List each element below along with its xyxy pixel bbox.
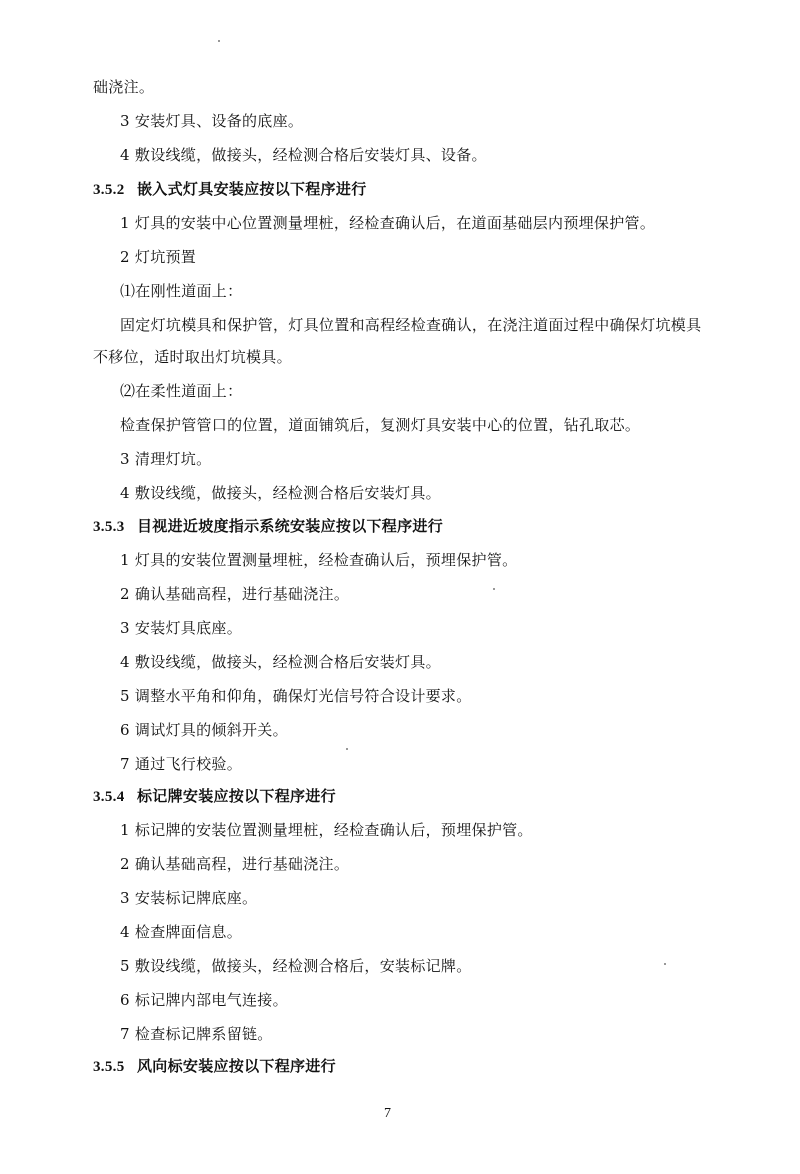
list-item: 4 敷设线缆，做接头，经检测合格后安装灯具、设备。 [120, 146, 487, 164]
section-title: 嵌入式灯具安装应按以下程序进行 [137, 180, 367, 198]
list-item: 3 安装标记牌底座。 [120, 889, 258, 907]
sub-item: ⑵在柔性道面上： [120, 382, 243, 400]
body-text-line: 固定灯坑模具和保护管，灯具位置和高程经检查确认，在浇注道面过程中确保灯坑模具 [120, 316, 702, 334]
section-number: 3.5.2 [93, 182, 125, 198]
section-heading-3-5-2 [93, 179, 367, 200]
list-item: 1 灯具的安装中心位置测量埋桩，经检查确认后，在道面基础层内预埋保护管。 [120, 214, 656, 232]
list-item: 5 调整水平角和仰角，确保灯光信号符合设计要求。 [120, 687, 472, 705]
body-text-line: 检查保护管管口的位置，道面铺筑后，复测灯具安装中心的位置，钻孔取芯。 [120, 416, 641, 434]
body-text-line: 础浇注。 [93, 78, 155, 96]
section-heading-3-5-3 [93, 516, 443, 537]
section-heading-3-5-4 [93, 786, 336, 807]
list-item: 2 灯坑预置 [120, 248, 197, 266]
list-item: 7 检查标记牌系留链。 [120, 1025, 273, 1043]
list-item: 1 标记牌的安装位置测量埋桩，经检查确认后，预埋保护管。 [120, 821, 533, 839]
scan-speck [493, 588, 495, 590]
list-item: 4 敷设线缆，做接头，经检测合格后安装灯具。 [120, 484, 441, 502]
sub-item: ⑴在刚性道面上： [120, 282, 243, 300]
list-item: 6 标记牌内部电气连接。 [120, 991, 288, 1009]
list-item: 3 清理灯坑。 [120, 450, 212, 468]
list-item: 2 确认基础高程，进行基础浇注。 [120, 855, 350, 873]
list-item: 5 敷设线缆，做接头，经检测合格后，安装标记牌。 [120, 957, 472, 975]
section-heading-3-5-5 [93, 1056, 336, 1077]
list-item: 6 调试灯具的倾斜开关。 [120, 721, 288, 739]
list-item: 4 敷设线缆，做接头，经检测合格后安装灯具。 [120, 653, 441, 671]
list-item: 7 通过飞行校验。 [120, 755, 243, 773]
list-item: 2 确认基础高程，进行基础浇注。 [120, 585, 350, 603]
page-number: 7 [384, 1106, 391, 1121]
section-number: 3.5.5 [93, 1059, 125, 1075]
scan-speck [218, 40, 220, 42]
section-number: 3.5.3 [93, 519, 125, 535]
body-text-line: 不移位，适时取出灯坑模具。 [93, 348, 292, 366]
section-title: 风向标安装应按以下程序进行 [137, 1057, 336, 1075]
list-item: 3 安装灯具底座。 [120, 619, 243, 637]
list-item: 3 安装灯具、设备的底座。 [120, 112, 304, 130]
scan-speck [346, 748, 348, 750]
section-number: 3.5.4 [93, 789, 125, 805]
list-item: 1 灯具的安装位置测量埋桩，经检查确认后，预埋保护管。 [120, 551, 518, 569]
list-item: 4 检查牌面信息。 [120, 923, 243, 941]
section-title: 目视进近坡度指示系统安装应按以下程序进行 [137, 517, 444, 535]
section-title: 标记牌安装应按以下程序进行 [137, 787, 336, 805]
scan-speck [664, 963, 666, 965]
